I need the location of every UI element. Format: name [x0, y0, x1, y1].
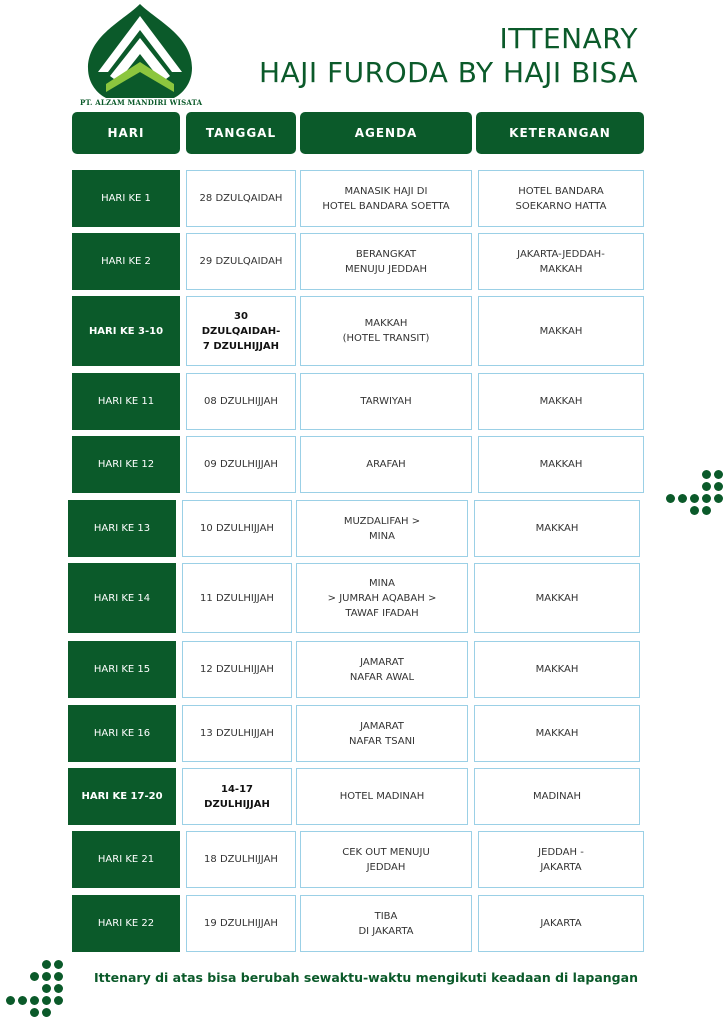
header-agenda: AGENDA: [300, 112, 472, 154]
cell-hari: HARI KE 13: [68, 500, 176, 557]
cell-keterangan: JEDDAH - JAKARTA: [478, 831, 644, 888]
cell-tanggal: 14-17 DZULHIJJAH: [182, 768, 292, 825]
cell-tanggal: 29 DZULQAIDAH: [186, 233, 296, 290]
cell-tanggal: 30 DZULQAIDAH- 7 DZULHIJJAH: [186, 296, 296, 366]
cell-agenda: CEK OUT MENUJU JEDDAH: [300, 831, 472, 888]
cell-agenda: JAMARAT NAFAR TSANI: [296, 705, 468, 762]
company-name: PT. ALZAM MANDIRI WISATA: [80, 98, 203, 107]
header-tanggal: TANGGAL: [186, 112, 296, 154]
cell-tanggal: 13 DZULHIJJAH: [182, 705, 292, 762]
cell-tanggal: 12 DZULHIJJAH: [182, 641, 292, 698]
cell-tanggal: 19 DZULHIJJAH: [186, 895, 296, 952]
cell-keterangan: MAKKAH: [474, 563, 640, 633]
cell-tanggal: 11 DZULHIJJAH: [182, 563, 292, 633]
header-hari: HARI: [72, 112, 180, 154]
cell-agenda: TARWIYAH: [300, 373, 472, 430]
cell-tanggal: 10 DZULHIJJAH: [182, 500, 292, 557]
cell-agenda: MAKKAH (HOTEL TRANSIT): [300, 296, 472, 366]
header-keterangan: KETERANGAN: [476, 112, 644, 154]
cell-keterangan: MAKKAH: [478, 436, 644, 493]
title-line-1: ITTENARY: [499, 22, 638, 55]
cell-keterangan: MADINAH: [474, 768, 640, 825]
cell-agenda: JAMARAT NAFAR AWAL: [296, 641, 468, 698]
cell-keterangan: JAKARTA: [478, 895, 644, 952]
cell-agenda: MANASIK HAJI DI HOTEL BANDARA SOETTA: [300, 170, 472, 227]
cell-agenda: HOTEL MADINAH: [296, 768, 468, 825]
cell-tanggal: 28 DZULQAIDAH: [186, 170, 296, 227]
cell-hari: HARI KE 3-10: [72, 296, 180, 366]
cell-keterangan: MAKKAH: [474, 705, 640, 762]
company-logo: [80, 2, 203, 107]
disclaimer-note: Ittenary di atas bisa berubah sewaktu-waktu mengikuti keadaan di lapangan: [94, 970, 638, 985]
cell-keterangan: HOTEL BANDARA SOEKARNO HATTA: [478, 170, 644, 227]
cell-hari: HARI KE 15: [68, 641, 176, 698]
cell-hari: HARI KE 11: [72, 373, 180, 430]
cell-keterangan: MAKKAH: [478, 373, 644, 430]
mosque-dome-icon: [86, 2, 194, 98]
cell-tanggal: 18 DZULHIJJAH: [186, 831, 296, 888]
cell-agenda: TIBA DI JAKARTA: [300, 895, 472, 952]
cell-hari: HARI KE 17-20: [68, 768, 176, 825]
cell-agenda: MINA > JUMRAH AQABAH > TAWAF IFADAH: [296, 563, 468, 633]
cell-tanggal: 09 DZULHIJJAH: [186, 436, 296, 493]
cell-tanggal: 08 DZULHIJJAH: [186, 373, 296, 430]
cell-hari: HARI KE 1: [72, 170, 180, 227]
cell-keterangan: JAKARTA-JEDDAH- MAKKAH: [478, 233, 644, 290]
cell-hari: HARI KE 16: [68, 705, 176, 762]
cell-hari: HARI KE 21: [72, 831, 180, 888]
cell-keterangan: MAKKAH: [474, 641, 640, 698]
cell-hari: HARI KE 2: [72, 233, 180, 290]
cell-hari: HARI KE 22: [72, 895, 180, 952]
title-line-2: HAJI FURODA BY HAJI BISA: [258, 56, 638, 89]
page-title: [259, 22, 638, 90]
cell-agenda: ARAFAH: [300, 436, 472, 493]
cell-agenda: MUZDALIFAH > MINA: [296, 500, 468, 557]
cell-keterangan: MAKKAH: [478, 296, 644, 366]
cell-hari: HARI KE 12: [72, 436, 180, 493]
cell-agenda: BERANGKAT MENUJU JEDDAH: [300, 233, 472, 290]
cell-keterangan: MAKKAH: [474, 500, 640, 557]
cell-hari: HARI KE 14: [68, 563, 176, 633]
